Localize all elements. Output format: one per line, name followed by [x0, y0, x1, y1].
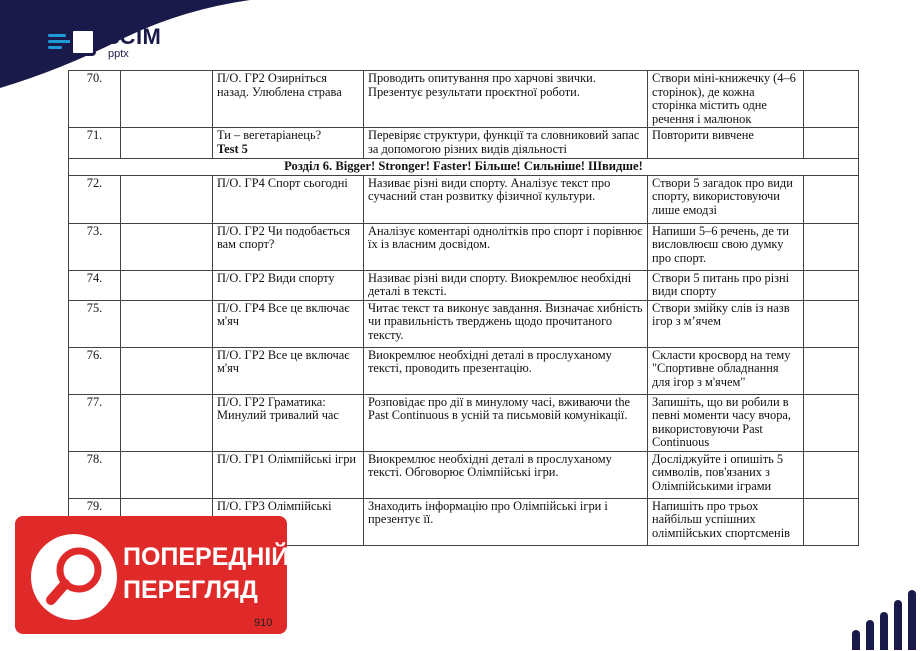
topic-text: П/О. ГР2 Озирніться назад. Улюблена страва [217, 71, 342, 99]
topic-test-label: Test 5 [217, 141, 248, 156]
learning-activity: Розповідає про дії в минулому часі, вживаючи the Past Continuous в усній та письмовій комунікації. [364, 394, 648, 451]
table-row [69, 223, 859, 270]
topic-text: П/О. ГР2 Види спорту [217, 270, 335, 285]
lesson-topic [213, 175, 364, 223]
lesson-number: 70. [69, 71, 121, 128]
notes-cell [804, 71, 859, 128]
learning-activity: Знаходить інформацію про Олімпійські ігри і презентує її. [364, 498, 648, 545]
date-cell [121, 347, 213, 394]
table-row [69, 451, 859, 498]
lesson-number: 71. [69, 128, 121, 159]
date-cell [121, 223, 213, 270]
section-title: Розділ 6. Bigger! Stronger! Faster! Більше! Сильніше! Швидше! [69, 159, 859, 176]
date-cell [121, 270, 213, 300]
topic-text: П/О. ГР4 Все це включає м'яч [217, 300, 350, 328]
learning-activity: Читає текст та виконує завдання. Визначає хибність чи правильність тверджень щодо прочитаного тексту. [364, 300, 648, 347]
notes-cell [804, 270, 859, 300]
lesson-number: 75. [69, 300, 121, 347]
lesson-topic [213, 270, 364, 300]
lesson-plan-table [68, 70, 859, 546]
homework-task: Повторити вивчене [648, 128, 804, 159]
lesson-number: 73. [69, 223, 121, 270]
preview-title-line1: ПОПЕРЕДНІЙ [123, 543, 290, 571]
table-row [69, 347, 859, 394]
table-row [69, 300, 859, 347]
homework-task: Напиши 5–6 речень, де ти висловлюєш свою думку про спорт. [648, 223, 804, 270]
preview-banner[interactable] [15, 516, 290, 634]
topic-text: П/О. ГР3 Олімпійські [217, 498, 332, 513]
lesson-topic [213, 71, 364, 128]
magnifier-icon [31, 534, 117, 620]
section-row [69, 159, 859, 176]
logo [48, 24, 168, 60]
notes-cell [804, 498, 859, 545]
notes-cell [804, 175, 859, 223]
notes-cell [804, 347, 859, 394]
date-cell [121, 451, 213, 498]
homework-task: Створи змійку слів із назв ігор з м’ячем [648, 300, 804, 347]
logo-title: ВСІМ [104, 24, 162, 49]
homework-task: Створи 5 питань про різні види спорту [648, 270, 804, 300]
topic-text: П/О. ГР2 Все це включає м'яч [217, 347, 350, 375]
topic-text: П/О. ГР2 Чи подобається вам спорт? [217, 223, 351, 251]
homework-task: Створи міні-книжечку (4–6 сторінок), де кожна сторінка містить одне речення і малюнок [648, 71, 804, 128]
topic-text: П/О. ГР2 Граматика: Минулий тривалий час [217, 394, 339, 422]
lesson-topic [213, 394, 364, 451]
learning-activity: Називає різні види спорту. Виокремлює необхідні деталі в тексті. [364, 270, 648, 300]
lesson-number: 72. [69, 175, 121, 223]
homework-task: Досліджуйте і опишіть 5 символів, пов'язаних з Олімпійськими іграми [648, 451, 804, 498]
notes-cell [804, 223, 859, 270]
table-row [69, 270, 859, 300]
topic-text: Ти – вегетаріанець? [217, 128, 322, 142]
page-code: 910 [254, 617, 273, 629]
lesson-number: 76. [69, 347, 121, 394]
homework-task: Напишіть про трьох найбільш успішних олімпійських спортсменів [648, 498, 804, 545]
learning-activity: Називає різні види спорту. Аналізує текст про сучасний стан розвитку фізичної культури. [364, 175, 648, 223]
table-row [69, 394, 859, 451]
notes-cell [804, 128, 859, 159]
lesson-number: 74. [69, 270, 121, 300]
learning-activity: Перевіряє структури, функції та словниковий запас за допомогою різних видів діяльності [364, 128, 648, 159]
lesson-topic [213, 451, 364, 498]
homework-task: Створи 5 загадок про види спорту, використовуючи лише емодзі [648, 175, 804, 223]
learning-activity: Виокремлює необхідні деталі в прослуханому тексті. Обговорює Олімпійські ігри. [364, 451, 648, 498]
table-row [69, 175, 859, 223]
learning-activity: Виокремлює необхідні деталі в прослуханому тексті, проводить презентацію. [364, 347, 648, 394]
table-row [69, 128, 859, 159]
notes-cell [804, 451, 859, 498]
date-cell [121, 394, 213, 451]
table-row [69, 71, 859, 128]
learning-activity: Аналізує коментарі однолітків про спорт і порівнює їх із власним досвідом. [364, 223, 648, 270]
lesson-plan-body [69, 71, 859, 546]
preview-title-line2: ПЕРЕГЛЯД [123, 576, 258, 604]
notes-cell [804, 300, 859, 347]
logo-subtitle: pptx [108, 48, 129, 60]
lesson-topic [213, 223, 364, 270]
lesson-number: 77. [69, 394, 121, 451]
notes-cell [804, 394, 859, 451]
learning-activity: Проводить опитування про харчові звички. Презентує результати проєктної роботи. [364, 71, 648, 128]
date-cell [121, 71, 213, 128]
topic-text: П/О. ГР1 Олімпійські ігри [217, 451, 357, 466]
logo-badge-icon [70, 28, 96, 56]
date-cell [121, 300, 213, 347]
homework-task: Скласти кросворд на тему "Спортивне обладнання для ігор з м'ячем" [648, 347, 804, 394]
homework-task: Запишіть, що ви робили в певні моменти часу вчора, використовуючи Past Continuous [648, 394, 804, 451]
lesson-topic [213, 128, 364, 159]
lesson-topic [213, 300, 364, 347]
lesson-number: 78. [69, 451, 121, 498]
lesson-topic [213, 347, 364, 394]
date-cell [121, 175, 213, 223]
topic-text: П/О. ГР4 Спорт сьогодні [217, 175, 348, 190]
date-cell [121, 128, 213, 159]
lesson-number: 79. [69, 498, 121, 545]
brand-bars-icon [848, 588, 918, 650]
